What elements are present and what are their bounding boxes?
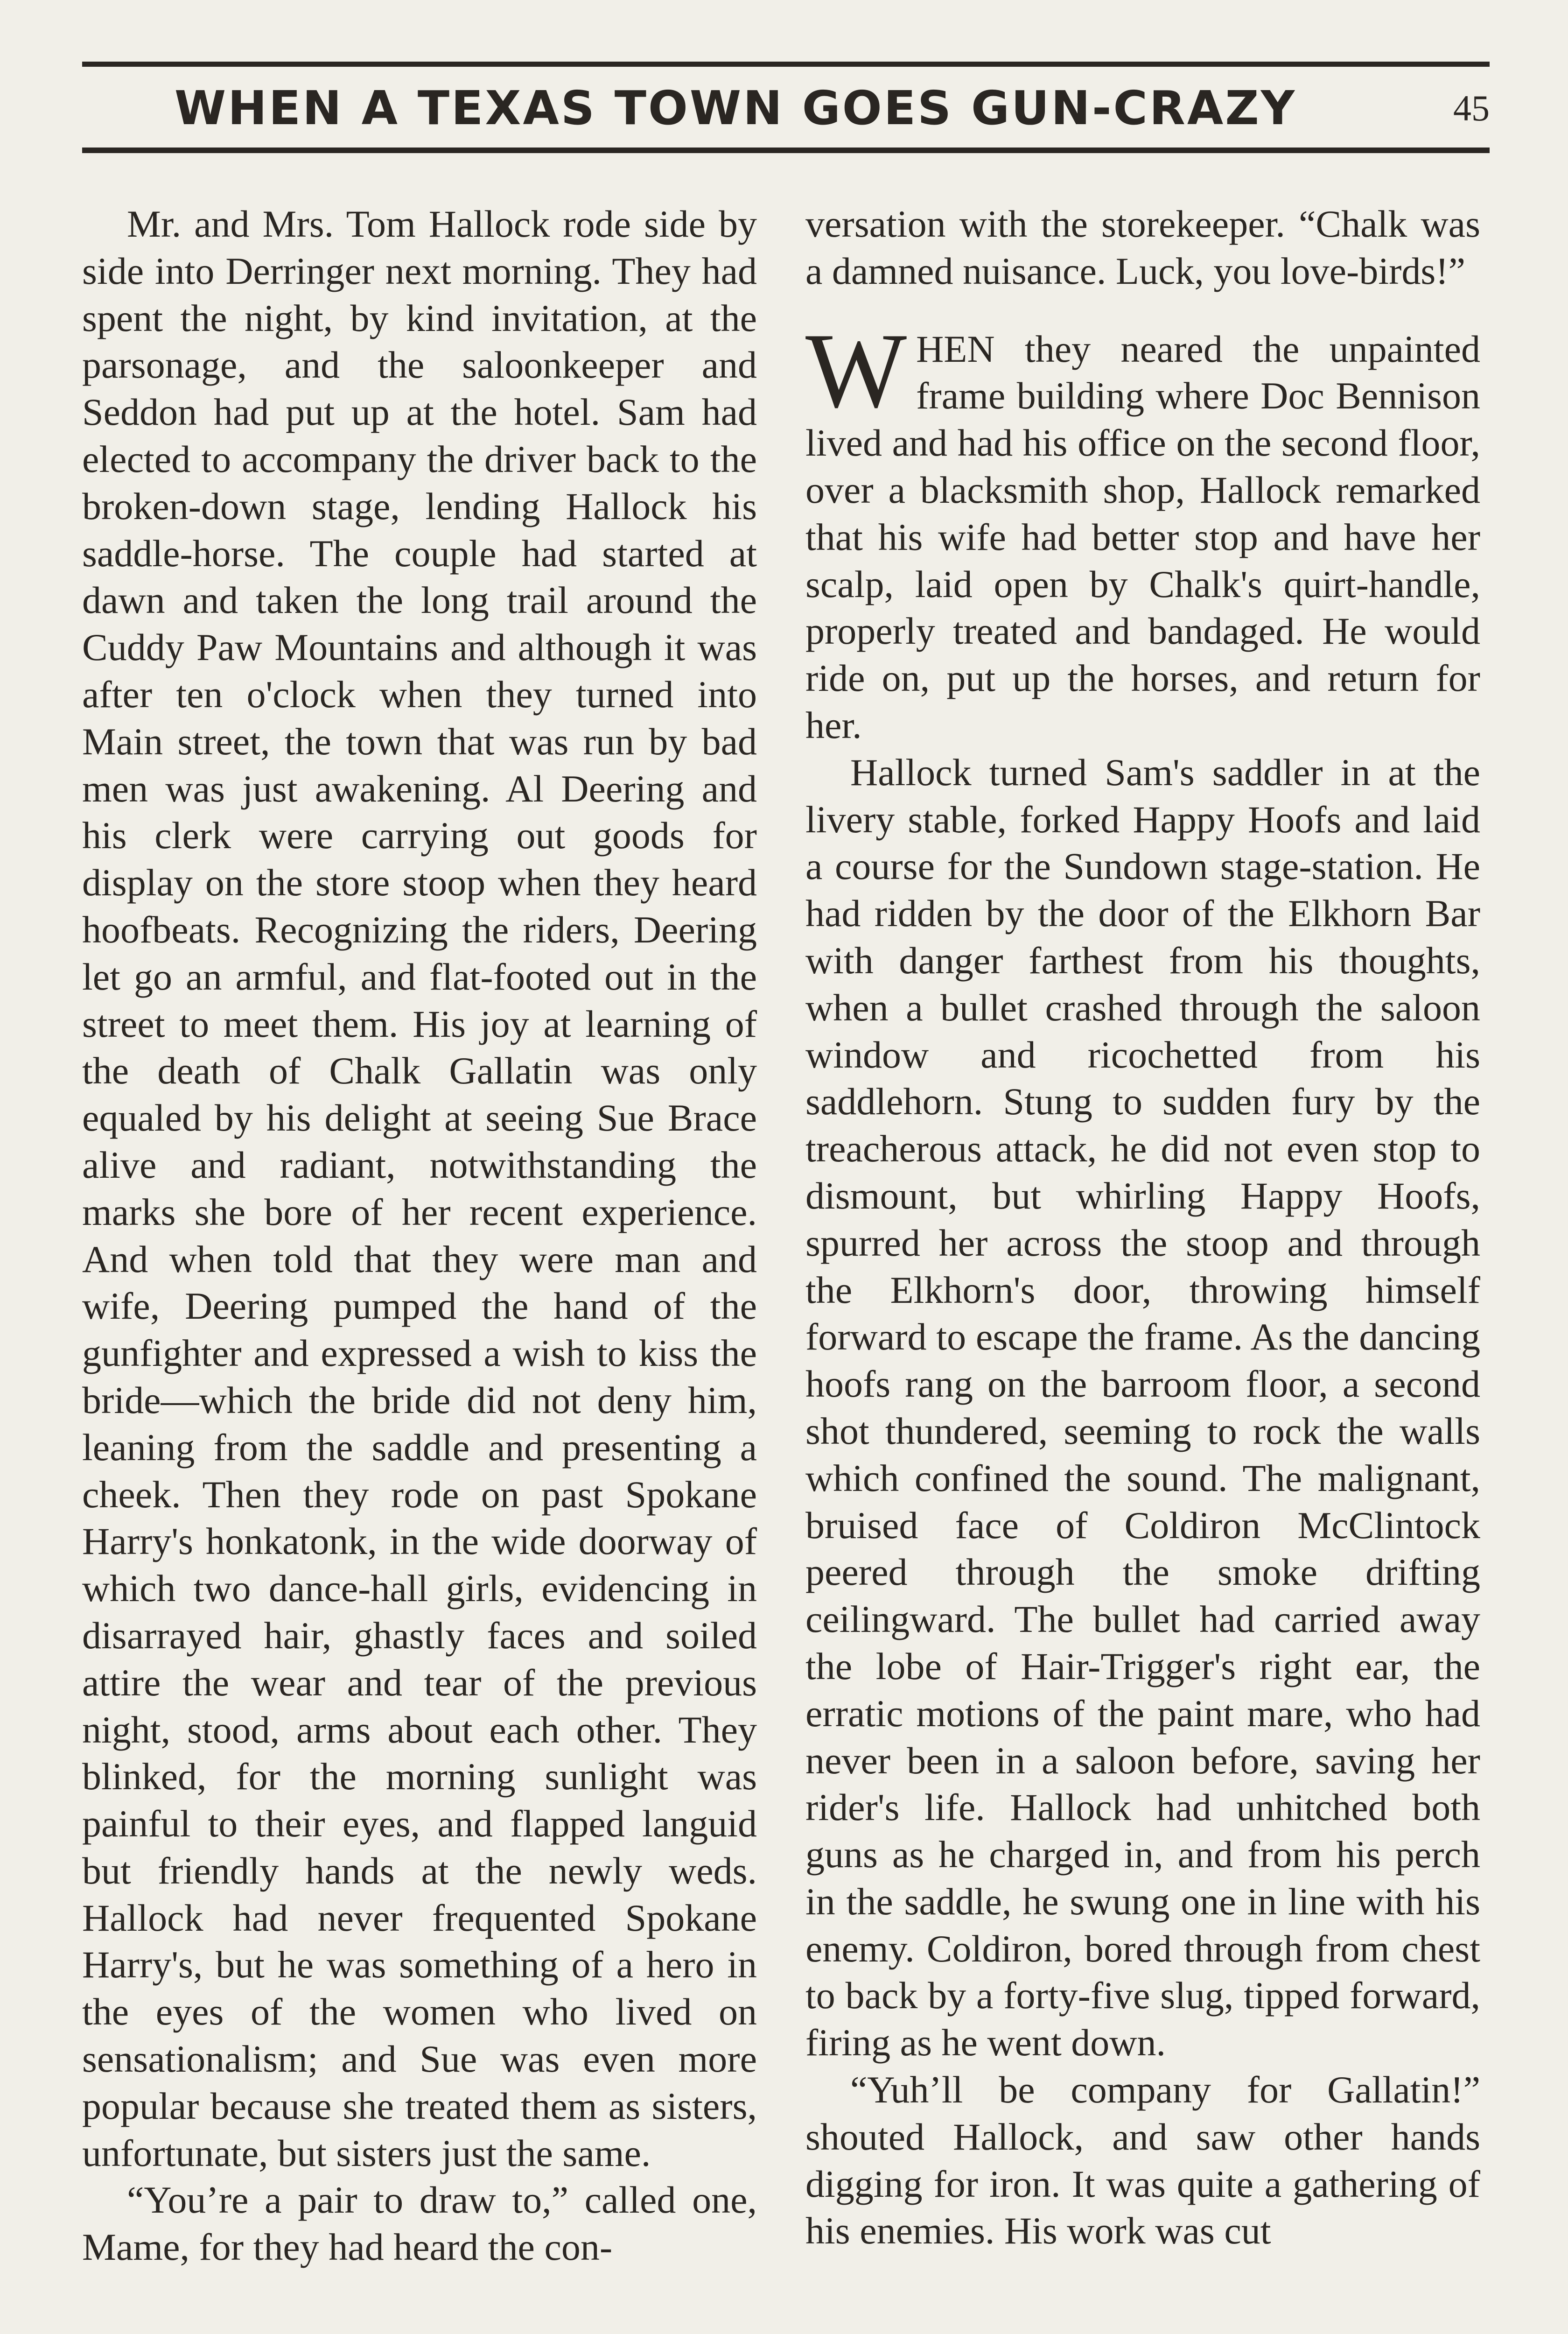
text-column-left bbox=[82, 201, 757, 2271]
paragraph: Mr. and Mrs. Tom Hallock rode side by side into Derringer next morning. They had spent the night, by kind invitation, at the parsonage, and the saloonkeeper and Seddon had put up at the hotel. Sam had elected to accompany the driver back to the broken-down stage, lending Hallock his saddle-horse. The couple had started at dawn and taken the long trail around the Cuddy Paw Mountains and although it was after ten o'clock when they turned into Main street, the town that was run by bad men was just awakening. Al Deering and his clerk were carrying out goods for display on the store stoop when they heard hoofbeats. Recognizing the riders, Deering let go an armful, and flat-footed out in the street to meet them. His joy at learning of the death of Chalk Gallatin was only equaled by his delight at seeing Sue Brace alive and radiant, notwithstanding the marks she bore of her recent experience. And when told that they were man and wife, Deering pumped the hand of the gunfighter and expressed a wish to kiss the bride—which the bride did not deny him, leaning from the saddle and presenting a cheek. Then they rode on past Spokane Harry's honkatonk, in the wide doorway of which two dance-hall girls, evidencing in disarrayed hair, ghastly faces and soiled attire the wear and tear of the previous night, stood, arms about each other. They blinked, for the morning sunlight was painful to their eyes, and flapped languid but friendly hands at the newly weds. Hallock had never frequented Spokane Harry's, but he was something of a hero in the eyes of the women who lived on sensationalism; and Sue was even more popular because she treated them as sisters, unfortunate, but sisters just the same. bbox=[82, 203, 757, 2174]
paragraph: “You’re a pair to draw to,” called one, Mame, for they had heard the con- bbox=[82, 2179, 757, 2269]
paragraph: “Yuh’ll be company for Gallatin!” shouted Hallock, and saw other hands digging for iron. It was quite a gathering of his enemies. His work was cut bbox=[805, 2068, 1480, 2252]
text-column-right bbox=[805, 201, 1480, 2255]
paragraph-text: HEN they neared the unpainted frame building where Doc Bennison lived and had his office on the second floor, over a blacksmith shop, Hallock remarked that his wife had better stop and have her scalp, laid open by Chalk's quirt-handle, properly treated and bandaged. He would ride on, put up the horses, and return for her. bbox=[805, 327, 1480, 746]
drop-cap: W bbox=[805, 310, 907, 430]
header-rule-bottom bbox=[82, 148, 1490, 153]
paragraph-section-start bbox=[805, 310, 1480, 749]
paragraph: Hallock turned Sam's saddler in at the livery stable, forked Happy Hoofs and laid a course for the Sundown stage-station. He had ridden by the door of the Elkhorn Bar with danger farthest from his thoughts, when a bullet crashed through the saloon window and ricochetted from his saddlehorn. Stung to sudden fury by the treacherous attack, he did not even stop to dismount, but whirling Happy Hoofs, spurred her across the stoop and through the Elkhorn's door, throwing himself forward to escape the frame. As the dancing hoofs rang on the barroom floor, a second shot thundered, seeming to rock the walls which confined the sound. The malignant, bruised face of Coldiron McClintock peered through the smoke drifting ceilingward. The bullet had carried away the lobe of Hair-Trigger's right ear, the erratic motions of the paint mare, who had never been in a saloon before, saving her rider's life. Hallock had unhitched both guns as he charged in, and from his perch in the saddle, he swung one in line with his enemy. Coldiron, bored through from chest to back by a forty-five slug, tipped forward, firing as he went down. bbox=[805, 751, 1480, 2064]
header-rule-top bbox=[82, 62, 1490, 67]
paragraph-continued: versation with the storekeeper. “Chalk was a damned nuisance. Luck, you love-birds!” bbox=[805, 203, 1480, 292]
page-number: 45 bbox=[1453, 88, 1490, 128]
running-head-title: WHEN A TEXAS TOWN GOES GUN-CRAZY bbox=[174, 81, 1297, 135]
